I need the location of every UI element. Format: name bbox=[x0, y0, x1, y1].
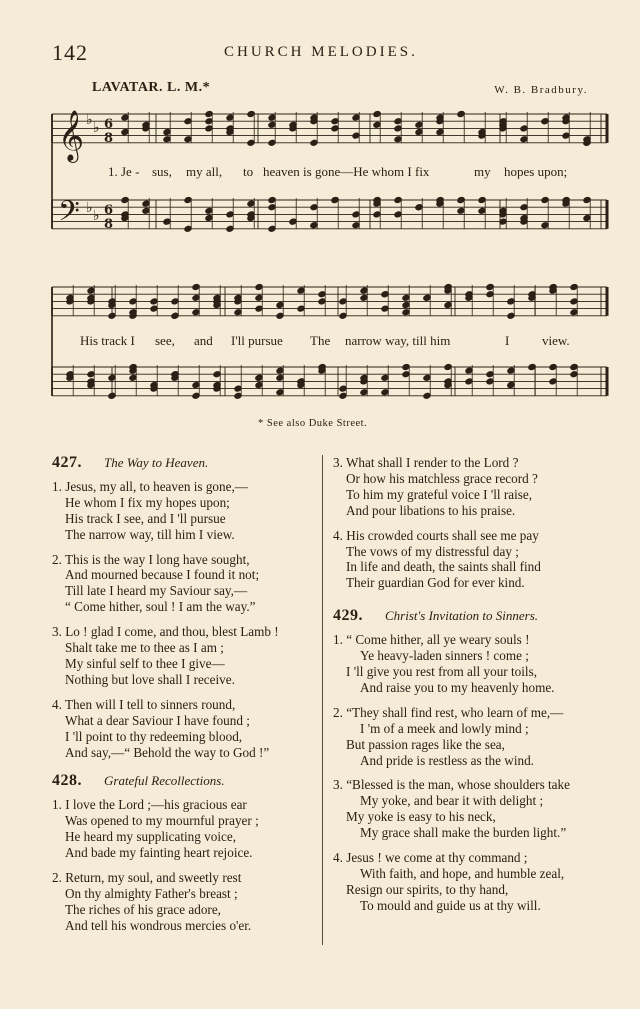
hymn-verse bbox=[52, 797, 320, 861]
verse-line: 3. What shall I render to the Lord ? bbox=[333, 455, 519, 470]
verse-line: 1. “ Come hither, all ye weary souls ! bbox=[333, 632, 530, 648]
hymn-verse bbox=[52, 870, 320, 934]
lyric-syllable: my all, bbox=[186, 164, 223, 179]
hymn-title: Christ's Invitation to Sinners. bbox=[385, 608, 539, 624]
verse-line: 2. “They shall find rest, who learn of me,— bbox=[333, 704, 564, 720]
tune-name: LAVATAR. bbox=[92, 80, 164, 95]
verse-line: And mourned because I found it not; bbox=[65, 567, 260, 583]
treble-clef: 𝄞 bbox=[58, 110, 85, 161]
hymn-number: 427. bbox=[52, 454, 82, 471]
verse-line: 1. Jesus, my all, to heaven is gone,— bbox=[52, 478, 248, 494]
hymn-verse bbox=[333, 850, 618, 914]
verse-line: 4. His crowded courts shall see me pay bbox=[333, 527, 539, 543]
verse-line: Resign our spirits, to thy hand, bbox=[346, 881, 509, 897]
verse-line: On thy almighty Father's breast ; bbox=[65, 885, 238, 901]
verse-line: I 'm of a meek and lowly mind ; bbox=[360, 720, 529, 736]
verse-line: His track I see, and I 'll pursue bbox=[65, 510, 226, 526]
verse-line: 4. Then will I tell to sinners round, bbox=[52, 696, 236, 712]
lyric-syllable: I bbox=[505, 333, 510, 348]
left-column bbox=[52, 455, 320, 947]
hymn-verse bbox=[333, 777, 618, 841]
hymn-number: 429. bbox=[333, 607, 363, 625]
verse-line: I 'll point to thy redeeming blood, bbox=[65, 728, 243, 744]
hymn-verse bbox=[52, 552, 320, 616]
lyric-syllable: hopes upon; bbox=[504, 164, 568, 179]
flat-sign: ♭ bbox=[93, 120, 100, 136]
verse-line: 3. Lo ! glad I come, and thou, blest Lamb ! bbox=[52, 624, 279, 640]
verse-line: 1. I love the Lord ;—his gracious ear bbox=[52, 797, 247, 813]
hymn-verse bbox=[333, 528, 618, 592]
running-head: CHURCH MELODIES. bbox=[224, 44, 418, 60]
lyric-syllable: I'll pursue bbox=[231, 333, 283, 348]
verse-line: To mould and guide us at thy will. bbox=[360, 897, 541, 913]
lyric-syllable: to bbox=[243, 164, 254, 179]
hymn-heading bbox=[333, 608, 618, 624]
lyric-syllable: narrow way, till him bbox=[345, 333, 451, 348]
flat-sign: ♭ bbox=[86, 200, 93, 216]
lyric-syllable: see, bbox=[155, 333, 175, 348]
lyric-syllable: view. bbox=[542, 333, 570, 348]
hymn-verse bbox=[52, 624, 320, 688]
verse-line: My yoke, and bear it with delight ; bbox=[360, 793, 544, 809]
verse-line: Or how his matchless grace record ? bbox=[346, 470, 538, 486]
column-divider bbox=[322, 455, 323, 945]
composer-credit: W. B. Bradbury. bbox=[494, 84, 588, 96]
hymn-verse bbox=[333, 632, 618, 696]
page-number: 142 bbox=[52, 40, 88, 65]
verse-line: With faith, and hope, and humble zeal, bbox=[360, 865, 565, 881]
time-signature: 6 bbox=[104, 117, 114, 132]
verse-line: Was opened to my mournful prayer ; bbox=[65, 813, 259, 829]
verse-line: My yoke is easy to his neck, bbox=[346, 809, 496, 825]
hymn-verse bbox=[52, 479, 320, 543]
time-signature: 8 bbox=[104, 217, 114, 232]
verse-line: 2. Return, my soul, and sweetly rest bbox=[52, 869, 242, 885]
lyric-syllable: His track I bbox=[80, 333, 135, 348]
verse-line: My sinful self to thee I give— bbox=[65, 655, 225, 671]
hymn-verse bbox=[333, 455, 618, 519]
time-signature: 8 bbox=[104, 131, 114, 146]
verse-line: In life and death, the saints shall find bbox=[346, 559, 541, 575]
verse-line: My grace shall make the burden light.” bbox=[360, 825, 567, 841]
verse-line: And raise you to my heavenly home. bbox=[360, 679, 555, 695]
verse-line: He heard my supplicating voice, bbox=[65, 829, 237, 845]
hymn-verse bbox=[333, 705, 618, 769]
bass-clef: 𝄢 bbox=[58, 195, 80, 235]
music-score bbox=[0, 0, 640, 420]
verse-line: Shalt take me to thee as I am ; bbox=[65, 640, 224, 656]
time-signature: 6 bbox=[104, 203, 114, 218]
verse-line: He whom I fix my hopes upon; bbox=[65, 494, 230, 510]
verse-line: 2. This is the way I long have sought, bbox=[52, 551, 250, 567]
verse-line: Nothing but love shall I receive. bbox=[65, 671, 235, 687]
footnote: * See also Duke Street. bbox=[258, 418, 368, 429]
lyric-syllable: sus, bbox=[152, 164, 172, 179]
verse-line: But passion rages like the sea, bbox=[346, 736, 505, 752]
verse-line: The narrow way, till him I view. bbox=[65, 526, 235, 542]
hymn-number: 428. bbox=[52, 772, 82, 790]
verse-line: Ye heavy-laden sinners ! come ; bbox=[360, 648, 529, 664]
lyric-syllable: The bbox=[310, 333, 331, 348]
right-column bbox=[333, 455, 618, 923]
verse-line: And tell his wondrous mercies o'er. bbox=[65, 917, 252, 933]
verse-line: And pour libations to his praise. bbox=[346, 502, 516, 518]
lyric-syllable: and bbox=[194, 333, 213, 348]
verse-line: To him my grateful voice I 'll raise, bbox=[346, 486, 533, 502]
hymn-heading bbox=[52, 455, 320, 471]
lyric-syllable: 1. Je - bbox=[108, 164, 140, 179]
verse-line: And say,—“ Behold the way to God !” bbox=[65, 744, 270, 760]
verse-line: The riches of his grace adore, bbox=[65, 901, 221, 917]
verse-line: 3. “Blessed is the man, whose shoulders take bbox=[333, 777, 570, 793]
verse-line: I 'll give you rest from all your toils, bbox=[346, 663, 537, 679]
hymn-title: The Way to Heaven. bbox=[104, 455, 209, 470]
hymn-heading bbox=[52, 773, 320, 789]
verse-line: The vows of my distressful day ; bbox=[346, 543, 519, 559]
lyric-syllable: my bbox=[474, 164, 491, 179]
verse-line: Their guardian God for ever kind. bbox=[346, 575, 525, 591]
verse-line: “ Come hither, soul ! I am the way.” bbox=[65, 599, 256, 615]
verse-line: And bade my fainting heart rejoice. bbox=[65, 845, 253, 861]
flat-sign: ♭ bbox=[86, 112, 93, 128]
hymn-verse bbox=[52, 697, 320, 761]
verse-line: 4. Jesus ! we come at thy command ; bbox=[333, 850, 528, 866]
flat-sign: ♭ bbox=[93, 208, 100, 224]
verse-line: What a dear Saviour I have found ; bbox=[65, 712, 250, 728]
tune-meter: L. M.* bbox=[167, 80, 211, 95]
verse-line: And pride is restless as the wind. bbox=[360, 752, 534, 768]
verse-line: Till late I heard my Saviour say,— bbox=[65, 583, 248, 599]
hymn-title: Grateful Recollections. bbox=[104, 773, 225, 789]
lyric-syllable: heaven is gone—He whom I fix bbox=[263, 164, 430, 179]
